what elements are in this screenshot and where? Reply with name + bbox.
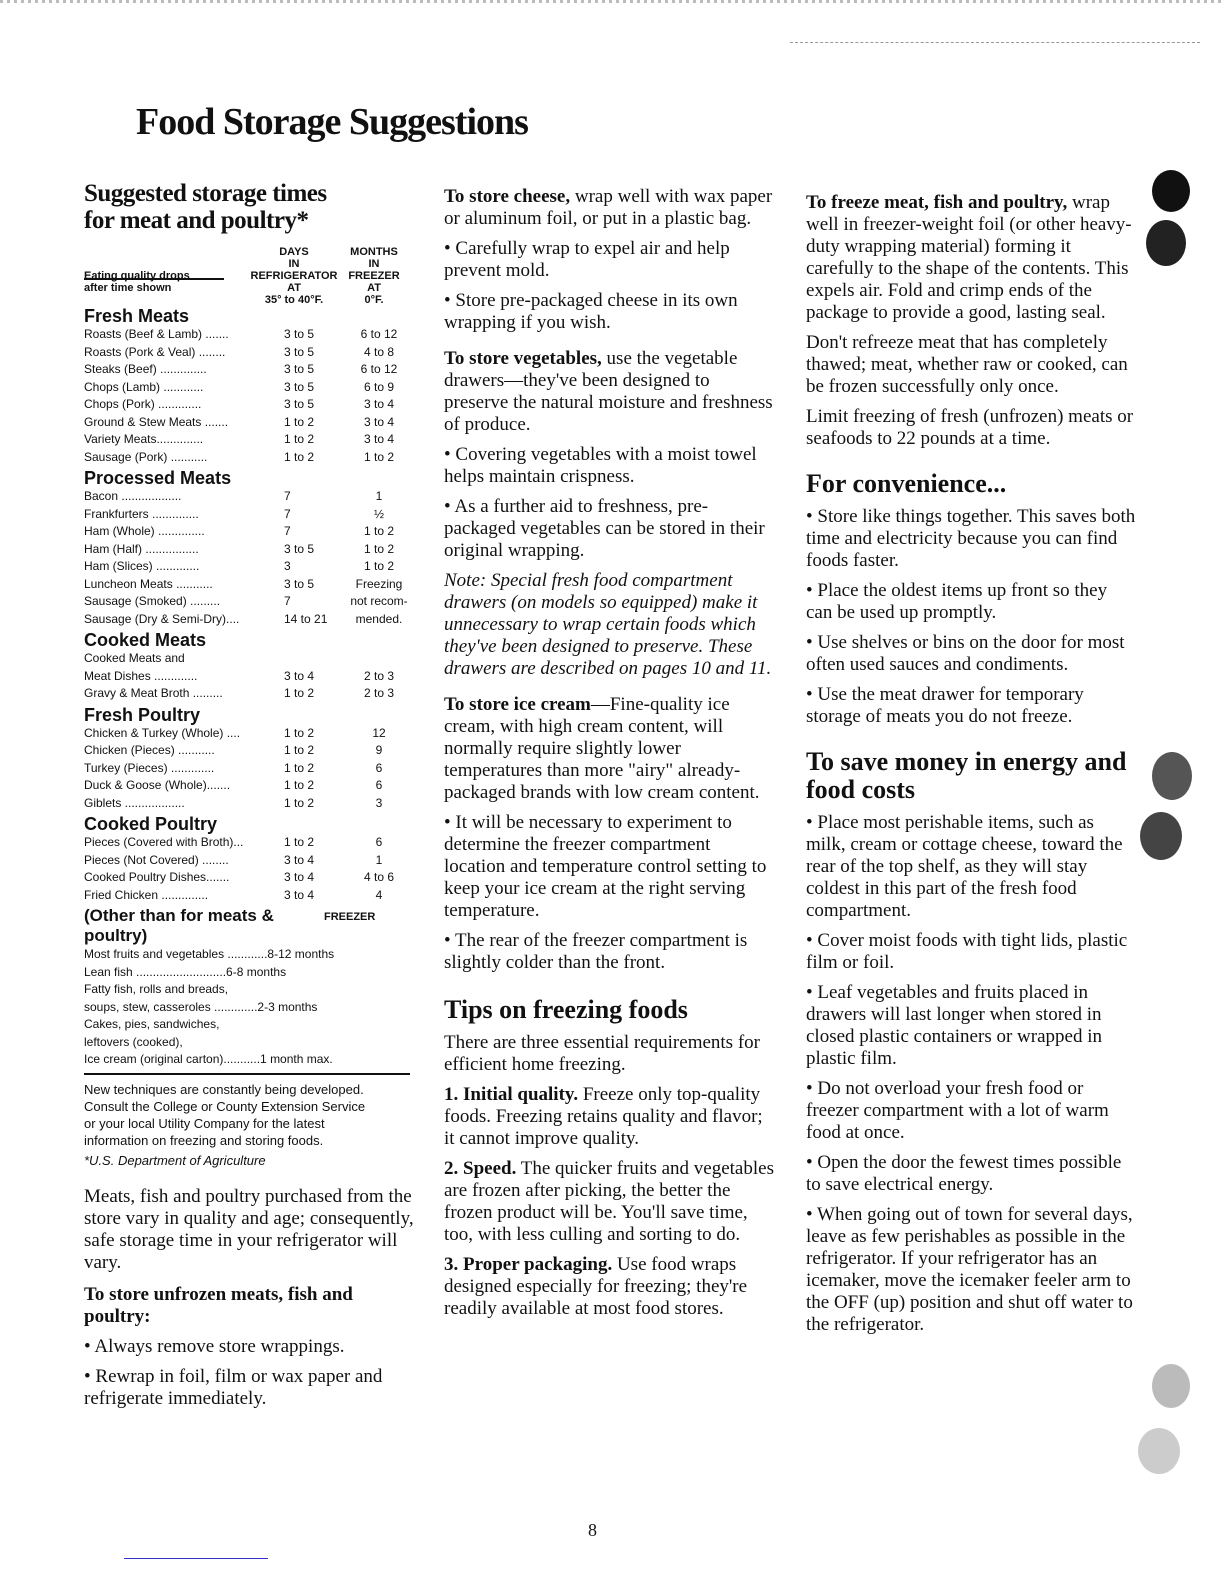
item-name: Giblets .................. — [84, 795, 185, 810]
item-name: Gravy & Meat Broth ......... — [84, 686, 223, 700]
category-cooked-meats: Cooked Meats — [84, 630, 207, 650]
group-fresh-poultry — [84, 725, 424, 813]
months-value: 1 to 2 — [363, 449, 395, 464]
binder-hole — [1152, 1364, 1190, 1408]
days-value: 3 to 5 — [284, 344, 315, 359]
table-row — [84, 795, 424, 813]
binder-hole — [1138, 1428, 1180, 1474]
item-name: Ground & Stew Meats ....... — [84, 414, 229, 429]
days-value: 1 to 2 — [284, 835, 315, 849]
months-value: 1 — [375, 852, 383, 867]
item-name: Fried Chicken .............. — [84, 887, 209, 902]
days-value: 1 to 2 — [284, 795, 315, 810]
months-value: 1 — [375, 489, 383, 503]
months-value: 4 to 8 — [363, 344, 395, 359]
days-value: 1 to 2 — [284, 414, 315, 429]
tip-packaging: 3. Proper packaging. Use food wraps designed especially for freezing; they're readily available at most food stores. — [444, 1254, 748, 1319]
convenience-bullet: • Place the oldest items up front so they can be used up promptly. — [806, 580, 1108, 623]
days-value: 1 to 2 — [284, 778, 315, 792]
table-row — [84, 506, 424, 524]
cheese-paragraph: To store cheese, wrap well with wax paper or aluminum foil, or put in a plastic bag. — [444, 186, 773, 229]
vegetables-bullet: • Covering vegetables with a moist towel helps maintain crispness. — [444, 444, 757, 487]
item-name: Ham (Whole) .............. — [84, 524, 205, 538]
tips-title: Tips on freezing foods — [444, 995, 688, 1024]
storage-times-title: Suggested storage times for meat and poultry* — [84, 180, 327, 234]
category-fresh-meats: Fresh Meats — [84, 306, 190, 326]
table-row — [84, 593, 424, 611]
column-storage-times — [84, 180, 424, 1418]
days-value: 14 to 21 — [284, 611, 328, 626]
binder-hole — [1152, 170, 1190, 212]
table-row — [84, 396, 424, 414]
months-value: 3 to 4 — [363, 414, 395, 429]
other-row: Fatty fish, rolls and breads, — [84, 982, 229, 996]
days-value: 7 — [284, 506, 291, 521]
footnote: *U.S. Department of Agriculture — [84, 1152, 266, 1168]
table-row — [84, 685, 424, 703]
table-row — [84, 541, 424, 559]
item-name: Luncheon Meats ........... — [84, 576, 213, 591]
days-value: 3 to 5 — [284, 327, 315, 341]
table-row — [84, 834, 424, 852]
months-value: 6 — [375, 760, 383, 775]
item-name: Ham (Slices) ............. — [84, 559, 200, 573]
table-row — [84, 523, 424, 541]
table-row — [84, 326, 424, 344]
table-row — [84, 488, 424, 506]
refreeze-paragraph: Don't refreeze meat that has completely thawed; meat, whether raw or cooked, can be frozen successfully only once. — [806, 332, 1128, 397]
category-cooked-poultry: Cooked Poultry — [84, 814, 218, 834]
item-name: Roasts (Pork & Veal) ........ — [84, 344, 226, 359]
table-row — [84, 611, 424, 629]
months-value: 1 to 2 — [363, 541, 395, 556]
months-value: 6 to 12 — [360, 362, 398, 376]
table-row — [84, 576, 424, 594]
other-freezer-label: FREEZER — [324, 911, 376, 923]
months-value: 2 to 3 — [363, 668, 395, 683]
header-months: MONTHS IN FREEZER AT 0°F. — [348, 246, 400, 306]
table-row — [84, 414, 424, 432]
save-bullet: • Open the door the fewest times possible to save electrical energy. — [806, 1152, 1122, 1195]
tip-initial-quality: 1. Initial quality. Freeze only top-quality foods. Freezing retains quality and flavor; it cannot improve quality. — [444, 1084, 763, 1149]
months-value: 6 to 12 — [360, 327, 398, 341]
other-rows — [84, 946, 424, 1069]
days-value: 1 to 2 — [284, 449, 315, 464]
vegetables-paragraph: To store vegetables, use the vegetable drawers—they've been designed to preserve the natural moisture and freshness of produce. — [444, 348, 773, 435]
convenience-bullet: • Store like things together. This saves both time and electricity because you can find foods faster. — [806, 506, 1136, 571]
days-value: 1 to 2 — [284, 743, 315, 757]
item-name: Sausage (Pork) ........... — [84, 449, 208, 464]
table-row — [84, 379, 424, 397]
days-value: 7 — [284, 594, 291, 608]
table-row — [84, 760, 424, 778]
item-name: Variety Meats.............. — [84, 432, 204, 446]
page-title: Food Storage Suggestions — [136, 101, 528, 143]
months-value: not recom- — [350, 594, 408, 608]
item-name: Chops (Lamb) ............ — [84, 379, 204, 394]
item-name: Duck & Goose (Whole)....... — [84, 778, 231, 792]
group-processed-meats — [84, 488, 424, 628]
days-value: 7 — [284, 524, 291, 538]
ice-cream-bullet: • It will be necessary to experiment to determine the freezer compartment location and temperature control setting to keep your ice cream at the right serving temperature. — [444, 812, 767, 921]
item-name: Bacon .................. — [84, 489, 182, 503]
months-value: 9 — [375, 743, 383, 757]
table-bottom-rule — [84, 1073, 410, 1075]
days-value: 3 to 5 — [284, 576, 315, 591]
cheese-bullet: • Carefully wrap to expel air and help prevent mold. — [444, 238, 730, 281]
page-number: 8 — [588, 1520, 597, 1540]
cheese-bullet: • Store pre-packaged cheese in its own wrapping if you wish. — [444, 290, 738, 333]
months-value: Freezing — [355, 576, 403, 591]
months-value: mended. — [355, 611, 403, 626]
save-bullet: • Do not overload your fresh food or freezer compartment with a lot of warm food at once. — [806, 1078, 1109, 1143]
other-title: (Other than for meats & poultry) — [84, 906, 274, 945]
binder-hole — [1152, 752, 1192, 800]
table-row — [84, 852, 424, 870]
days-value: 3 to 4 — [284, 668, 315, 683]
item-name: Ham (Half) ................ — [84, 541, 199, 556]
days-value: 3 to 5 — [284, 379, 315, 394]
table-row — [84, 650, 424, 668]
group-cooked-poultry — [84, 834, 424, 904]
item-name: Chops (Pork) ............. — [84, 397, 202, 411]
binder-hole — [1140, 812, 1182, 860]
techniques-note: New techniques are constantly being developed. Consult the College or County Extension Service or your local Utility Company for the latest information on freezing and storing foods. — [84, 1081, 366, 1148]
save-bullet: • Cover moist foods with tight lids, plastic film or foil. — [806, 930, 1128, 973]
months-value: 3 to 4 — [363, 432, 395, 446]
save-bullet: • Place most perishable items, such as milk, cream or cottage cheese, toward the rear of the top shelf, as they will stay coldest in this part of the fresh food compartment. — [806, 812, 1123, 921]
unfrozen-title: To store unfrozen meats, fish and poultry: — [84, 1283, 353, 1327]
item-name: Cooked Poultry Dishes....... — [84, 870, 230, 884]
months-value: ½ — [373, 506, 384, 521]
bottom-line — [124, 1558, 268, 1559]
days-value: 1 to 2 — [284, 686, 315, 700]
item-name: Frankfurters .............. — [84, 506, 199, 521]
convenience-bullet: • Use shelves or bins on the door for most often used sauces and condiments. — [806, 632, 1125, 675]
other-row: Most fruits and vegetables ............8-12 months — [84, 947, 335, 961]
days-value: 3 to 5 — [284, 541, 315, 556]
other-row: leftovers (cooked), — [84, 1034, 183, 1049]
limit-paragraph: Limit freezing of fresh (unfrozen) meats or seafoods to 22 pounds at a time. — [806, 406, 1134, 449]
item-name: Pieces (Not Covered) ........ — [84, 852, 229, 867]
months-value: 6 to 9 — [363, 379, 395, 394]
category-fresh-poultry: Fresh Poultry — [84, 704, 201, 725]
table-row — [84, 887, 424, 905]
table-row — [84, 668, 424, 686]
days-value — [284, 650, 344, 668]
item-name: Roasts (Beef & Lamb) ....... — [84, 327, 229, 341]
days-value: 3 to 4 — [284, 870, 315, 884]
days-value: 1 to 2 — [284, 725, 315, 740]
freeze-paragraph: To freeze meat, fish and poultry, wrap well in freezer-weight foil (or other heavy-duty wrapping material) forming it carefully to the shape of the contents. This expels air. Fold and crimp ends of the package to provide a good, lasting seal. — [806, 192, 1132, 323]
months-value: 4 — [375, 887, 383, 902]
months-value: 6 — [375, 835, 383, 849]
table-row — [84, 361, 424, 379]
days-value: 1 to 2 — [284, 432, 315, 446]
table-row — [84, 742, 424, 760]
months-value: 1 to 2 — [363, 524, 395, 538]
item-name: Meat Dishes ............. — [84, 668, 198, 683]
days-value: 3 to 5 — [284, 397, 315, 411]
days-value: 7 — [284, 489, 291, 503]
months-value: 3 — [375, 795, 383, 810]
header-days: DAYS IN REFRIGERATOR AT 35° to 40°F. — [250, 246, 338, 306]
other-row: Ice cream (original carton)...........1 month max. — [84, 1052, 333, 1066]
item-name: Steaks (Beef) .............. — [84, 362, 207, 376]
table-header — [84, 246, 424, 306]
item-name: Cooked Meats and — [84, 651, 185, 665]
binder-hole — [1146, 220, 1186, 266]
months-value: 4 to 6 — [363, 870, 395, 884]
item-name: Chicken & Turkey (Whole) .... — [84, 725, 241, 740]
table-row — [84, 558, 424, 576]
save-money-title: To save money in energy and food costs — [806, 747, 1127, 804]
convenience-title: For convenience... — [806, 469, 1007, 498]
item-name: Turkey (Pieces) ............. — [84, 760, 215, 775]
months-value: 2 to 3 — [363, 686, 395, 700]
ice-cream-paragraph: To store ice cream—Fine-quality ice cream, with high cream content, will normally require slightly lower temperatures than more "airy" already-packaged brands with low cream content. — [444, 694, 760, 803]
save-bullet: • Leaf vegetables and fruits placed in drawers will last longer when stored in closed plastic containers or wrapped in plastic film. — [806, 982, 1102, 1069]
ice-cream-bullet: • The rear of the freezer compartment is slightly colder than the front. — [444, 930, 748, 973]
days-value: 1 to 2 — [284, 760, 315, 775]
unfrozen-bullet: • Rewrap in foil, film or wax paper and refrigerate immediately. — [84, 1365, 383, 1409]
item-name: Pieces (Covered with Broth)... — [84, 835, 244, 849]
column-cheese-vegetables — [444, 186, 774, 1328]
other-header — [84, 906, 424, 946]
item-name: Chicken (Pieces) ........... — [84, 743, 215, 757]
scan-line — [790, 42, 1200, 43]
table-row — [84, 777, 424, 795]
other-row: Lean fish ...........................6-8 months — [84, 964, 287, 979]
purchased-paragraph: Meats, fish and poultry purchased from the store vary in quality and age; consequently, safe storage time in your refrigerator will vary. — [84, 1185, 414, 1273]
table-row — [84, 431, 424, 449]
table-row — [84, 725, 424, 743]
months-value: 1 to 2 — [363, 559, 395, 573]
table-row — [84, 869, 424, 887]
tip-speed: 2. Speed. The quicker fruits and vegetables are frozen after picking, the better the frozen product will be. You'll save time, too, with less culling and sorting to do. — [444, 1158, 774, 1245]
save-bullet: • When going out of town for several days, leave as few perishables as possible in the refrigerator. If your refrigerator has an icemaker, move the icemaker feeler arm to the OFF (up) position and shut off water to the refrigerator. — [806, 1204, 1133, 1335]
vegetables-bullet: • As a further aid to freshness, pre-packaged vegetables can be stored in their original wrapping. — [444, 496, 765, 561]
months-value — [344, 650, 414, 668]
column-freezing-energy — [806, 192, 1136, 1344]
days-value: 3 — [284, 559, 291, 573]
group-cooked-meats — [84, 650, 424, 703]
unfrozen-bullet: • Always remove store wrappings. — [84, 1335, 345, 1357]
item-name: Sausage (Smoked) ......... — [84, 594, 221, 608]
months-value: 6 — [375, 778, 383, 792]
months-value: 12 — [372, 725, 386, 740]
scan-noise — [0, 0, 1224, 3]
item-name: Sausage (Dry & Semi-Dry).... — [84, 611, 240, 626]
convenience-bullet: • Use the meat drawer for temporary storage of meats you do not freeze. — [806, 684, 1084, 727]
table-row — [84, 449, 424, 467]
table-row — [84, 344, 424, 362]
group-fresh-meats — [84, 326, 424, 466]
header-lead: Eating quality drops after time shown — [84, 270, 190, 294]
days-value: 3 to 5 — [284, 362, 315, 376]
other-row: Cakes, pies, sandwiches, — [84, 1017, 220, 1031]
days-value: 3 to 4 — [284, 852, 315, 867]
drawers-note: Note: Special fresh food compartment drawers (on models so equipped) make it unnecessary to wrap certain foods which they've been designed to preserve. These drawers are described on pages 10 and 11. — [444, 570, 772, 679]
days-value: 3 to 4 — [284, 887, 315, 902]
months-value: 3 to 4 — [363, 397, 395, 411]
other-row: soups, stew, casseroles .............2-3 months — [84, 999, 318, 1014]
tips-intro: There are three essential requirements for efficient home freezing. — [444, 1032, 760, 1075]
category-processed-meats: Processed Meats — [84, 468, 232, 488]
